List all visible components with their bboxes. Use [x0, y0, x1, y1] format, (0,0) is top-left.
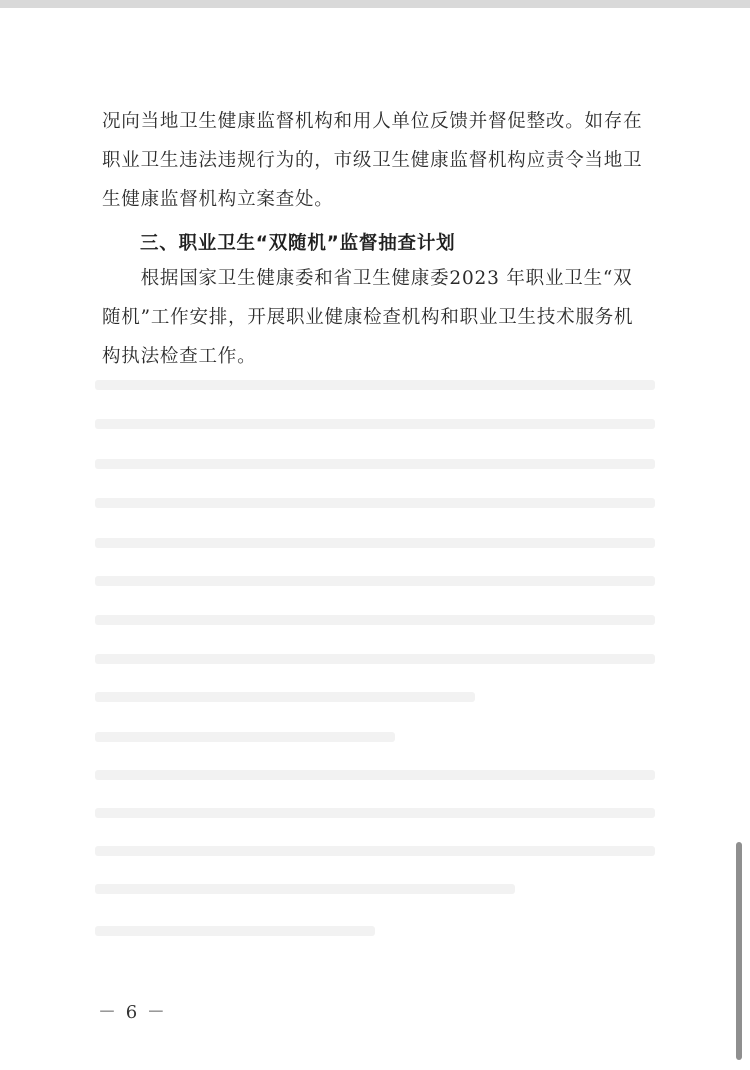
bleed-through-line: [95, 926, 375, 936]
bleed-through-line: [95, 576, 655, 586]
bleed-through-line: [95, 808, 655, 818]
bleed-through-line: [95, 692, 475, 702]
bleed-through-line: [95, 884, 515, 894]
bleed-through-line: [95, 654, 655, 664]
document-page: [0, 8, 750, 1070]
text-line: 根据国家卫生健康委和省卫生健康委2023 年职业卫生“双: [102, 268, 633, 289]
text-line: 况向当地卫生健康监督机构和用人单位反馈并督促整改。如存在: [102, 111, 643, 132]
paragraph-continuation: [102, 102, 652, 219]
bleed-through-line: [95, 380, 655, 390]
bleed-through-line: [95, 846, 655, 856]
bleed-through-line: [95, 615, 655, 625]
text-line: 随机”工作安排，开展职业健康检查机构和职业卫生技术服务机: [102, 307, 634, 328]
bleed-through-line: [95, 498, 655, 508]
bleed-through-line: [95, 538, 655, 548]
text-line: 生健康监督机构立案查处。: [102, 189, 334, 210]
text-line: 构执法检查工作。: [102, 346, 257, 367]
scrollbar-thumb[interactable]: [736, 842, 742, 1060]
section-heading: 三、职业卫生“双随机”监督抽查计划: [140, 233, 456, 254]
text-line: 职业卫生违法违规行为的，市级卫生健康监督机构应责令当地卫: [102, 150, 643, 171]
bleed-through-line: [95, 419, 655, 429]
bleed-through-line: [95, 732, 395, 742]
viewer-top-edge: [0, 0, 750, 8]
bleed-through-line: [95, 770, 655, 780]
page-number: － 6 －: [98, 1002, 167, 1023]
bleed-through-line: [95, 459, 655, 469]
paragraph-plan: [102, 259, 652, 376]
